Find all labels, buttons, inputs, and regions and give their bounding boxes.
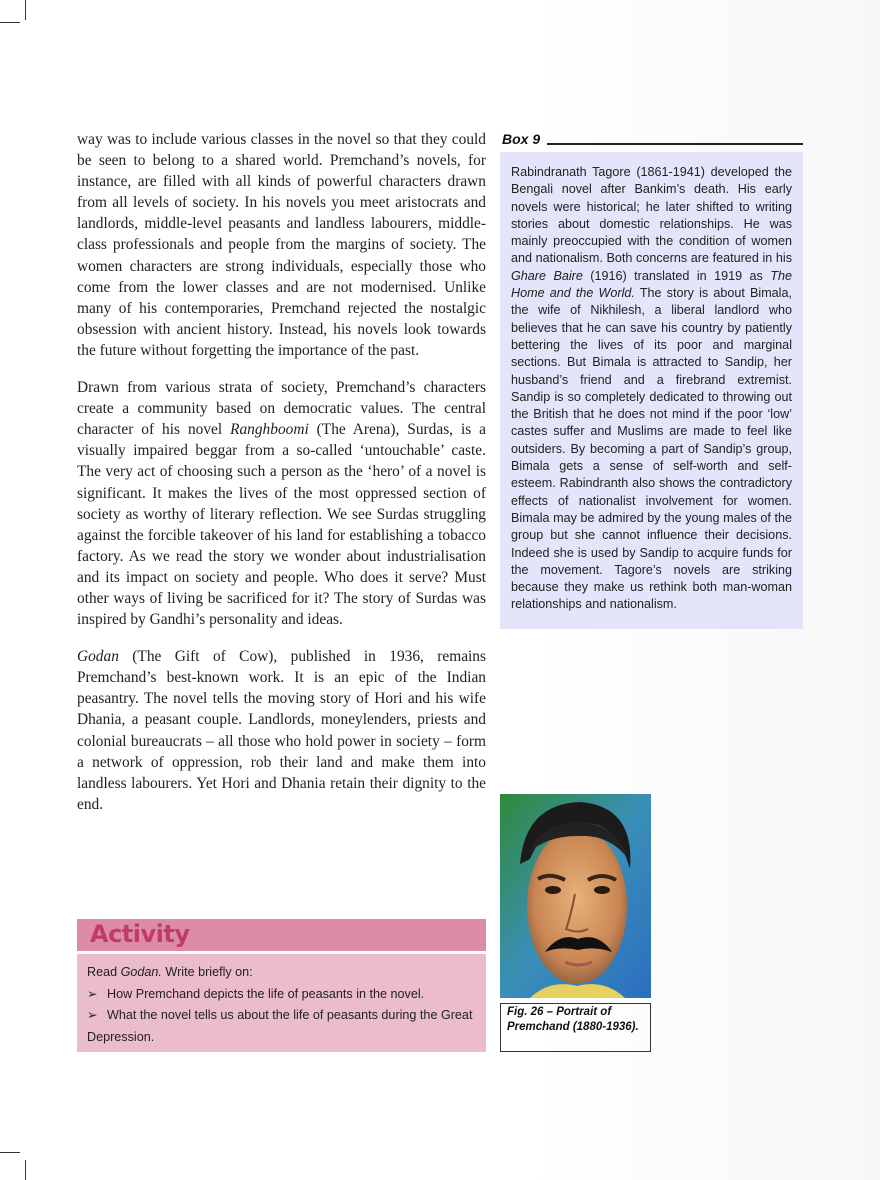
activity-intro [87,962,476,984]
novel-title: The Home and the World. [511,268,792,301]
crop-mark [25,1160,26,1180]
activity-body [77,954,486,1052]
main-text-column [77,129,486,831]
paragraph-godan [77,646,486,815]
activity-header [77,919,486,951]
text: (The Gift of Cow), published in 1936, remains Premchand’s best-known work. It is an epic of the Indian peasantry. The novel tells the moving story of Hori and his wife Dhania, a peasant couple. Landlords, moneylenders, priests and colonial bureaucrats – all those who hold power in society – form a network of oppression, rob their land and make them into landless labourers. Yet Hori and Dhania retain their dignity to the end. [77,648,486,813]
text: Drawn from various strata of society, Premchand’s characters create a community based on democratic values. The central character of his novel [77,379,486,439]
text: Read [87,965,121,979]
crop-mark [0,1152,20,1153]
box-9-tagore [500,152,803,629]
crop-mark [25,0,26,20]
text: Write briefly on: [161,965,253,979]
crop-mark [0,22,20,23]
novel-title: Godan. [120,965,162,979]
text: Rabindranath Tagore (1861-1941) developed the Bengali novel after Bankim’s death. His early novels were historical; he later shifted to writing stories about domestic relationships. He was mainly preoccupied with the condition of women and nationalism. Both concerns are featured in his [511,165,792,266]
premchand-portrait-image [500,794,651,998]
text: The story is about Bimala, the wife of Nikhilesh, a liberal landlord who believes that he can save his country by patiently bettering the lives of its poor and marginal sections. But Bimala is attracted to Sandip, her husband’s friend and a firebrand extremist. Sandip is so completely dedicated to throwing out the British that he does not mind if the poor ‘low’ castes suffer and Muslims are made to feel like outsiders. By becoming a part of Sandip’s group, Bimala gets a sense of self-worth and self-esteem. Rabindranth also shows the contradictory effects of nationalist involvement for women. Bimala may be admired by the young males of the group but she cannot influence their decisions. Indeed she is used by Sandip to acquire funds for the movement. Tagore’s novels are striking because they make us rethink both man-woman relationships and nationalism. [511,286,792,612]
activity-title: Activity [90,920,190,948]
box-rule [547,143,803,145]
paragraph-ranghboomi [77,377,486,630]
novel-title: Godan [77,648,119,666]
text: (1916) translated in 1919 as [582,268,771,283]
figure-caption: Fig. 26 – Portrait of Premchand (1880-1936). [500,1003,651,1052]
item-text: How Premchand depicts the life of peasants in the novel. [107,986,425,1001]
novel-title: Ranghboomi [230,421,309,439]
paragraph-classes: way was to include various classes in the novel so that they could be seen to belong to a shared world. Premchand’s novels, for instance, are filled with all kinds of powerful characters drawn from all levels of society. In his novels you meet aristocrats and landlords, middle-level peasants and landless labourers, middle-class professionals and people from the margins of society. The women characters are strong individuals, especially those who come from the lower classes and are not modernised. Unlike many of his contemporaries, Premchand rejected the nostalgic obsession with ancient history. Instead, his novels look towards the future without forgetting the importance of the past. [77,131,486,359]
arrow-bullet-icon: ➢ [87,986,98,1001]
activity-item [87,1005,476,1048]
activity-item [87,984,476,1006]
item-text: What the novel tells us about the life of peasants during the Great Depression. [87,1008,473,1044]
text: (The Arena), Surdas, is a visually impaired beggar from a so-called ‘untouchable’ caste. The very act of choosing such a person as the ‘hero’ of a novel is significant. It makes the lives of the most oppressed section of society as worthy of literary reflection. We see Surdas struggling against the forcible takeover of his land for establishing a tobacco factory. As we read the story we wonder about industrialisation and its impact on society and people. Who does it serve? Must other ways of living be sacrificed for it? The story of Surdas was inspired by Gandhi’s personality and ideas. [77,421,486,629]
arrow-bullet-icon: ➢ [87,1008,98,1022]
box-label: Box 9 [502,131,541,147]
novel-title: Ghare Baire [511,268,583,283]
